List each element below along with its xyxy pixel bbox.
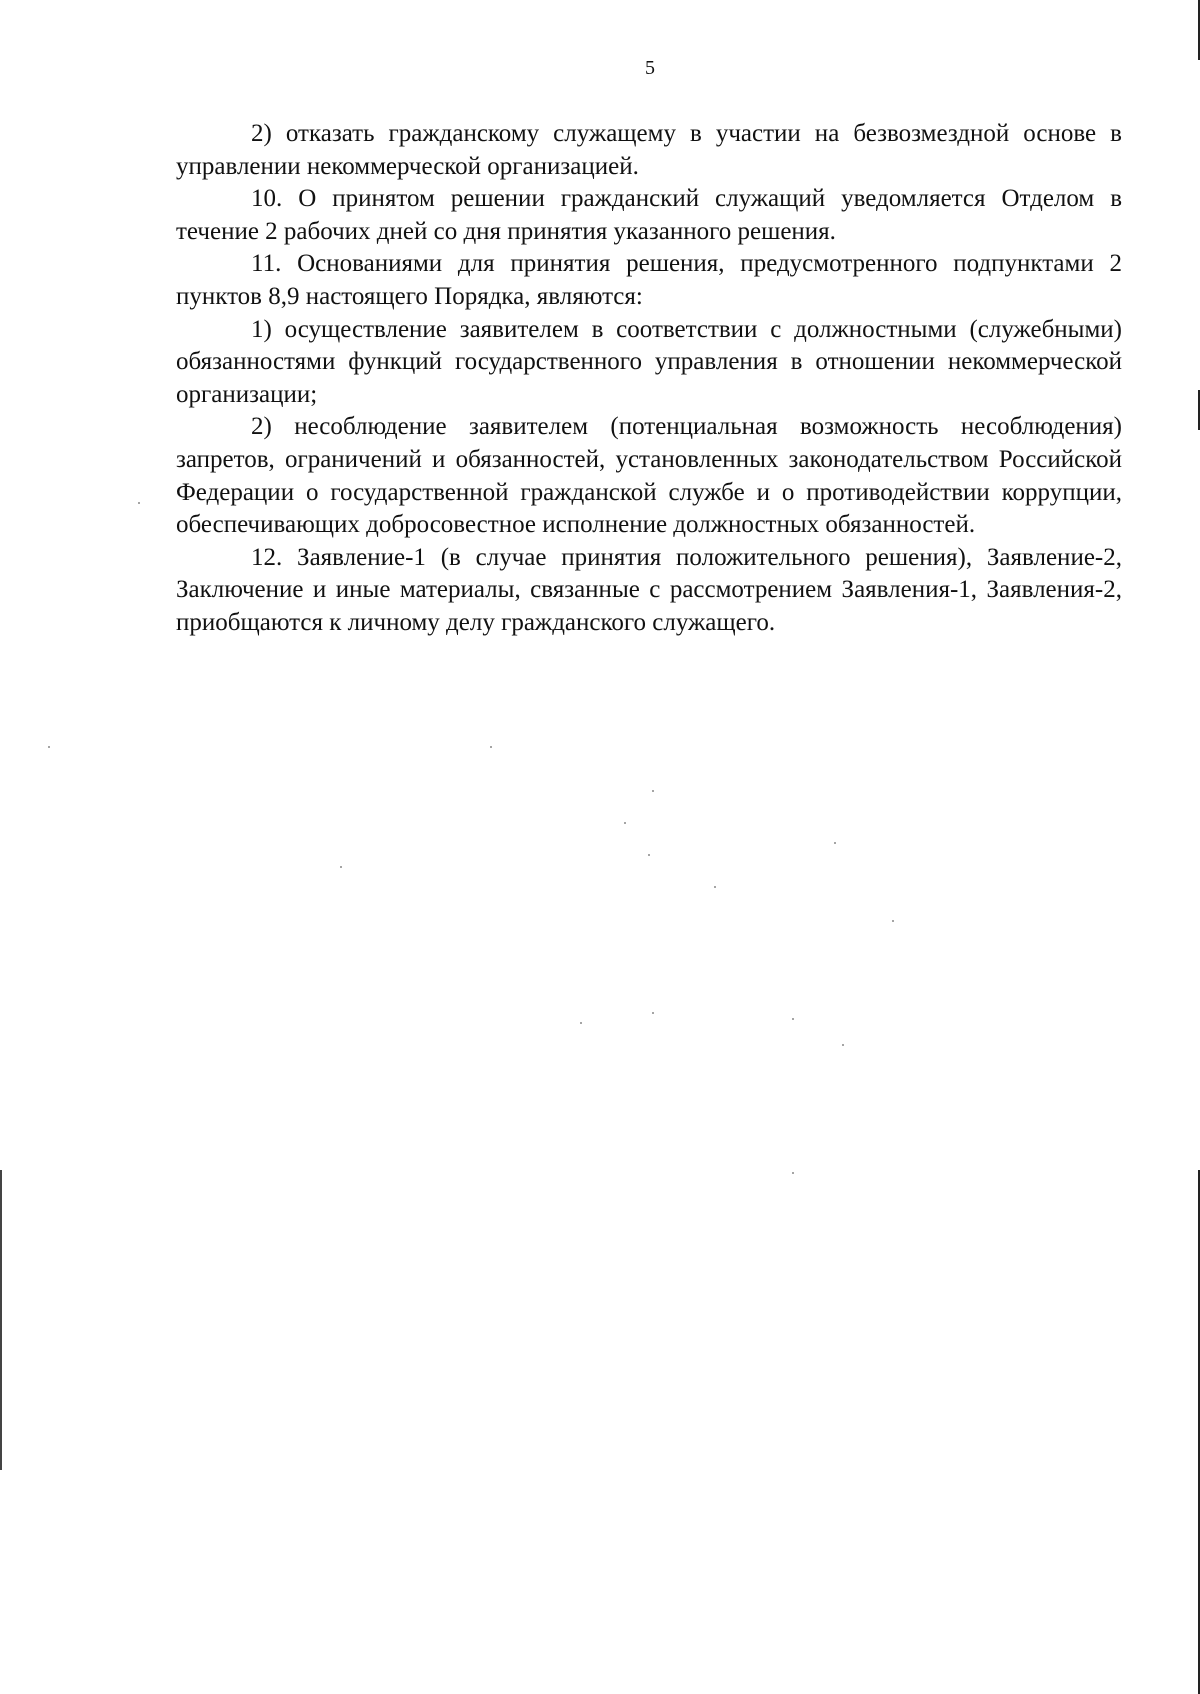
scan-edge-mark [0,1170,2,1470]
scan-speck [892,920,894,922]
paragraph-11-item-2: 2) несоблюдение заявителем (потенциальная возможность несоблюдения) запретов, ограничений и обязанностей, установленных законодательством Российской Федерации о государственной гражданской службе и о противодействии коррупции, обеспечивающих добросовестное исполнение должностных обязанностей. [176,413,1122,539]
paragraph-10: 10. О принятом решении гражданский служащий уведомляется Отделом в течение 2 рабочих дней со дня принятия указанного решения. [176,185,1122,245]
scan-speck [580,1022,582,1024]
scan-speck [652,1012,654,1014]
scan-speck [834,842,836,844]
paragraph-item-2: 2) отказать гражданскому служащему в участии на безвозмездной основе в управлении некоммерческой организацией. [176,120,1122,180]
scan-speck [652,790,654,792]
page-number: 5 [645,57,655,79]
paragraph-12: 12. Заявление-1 (в случае принятия положительного решения), Заявление-2, Заключение и иные материалы, связанные с рассмотрением Заявления-1, Заявления-2, приобщаются к личному делу гражданского служащего. [176,543,1122,636]
scan-speck [490,746,492,748]
scan-speck [648,854,650,856]
scan-speck [792,1172,794,1174]
document-body [176,118,1122,640]
scan-speck [792,1018,794,1020]
scan-speck [48,746,50,748]
paragraph-11-item-1: 1) осуществление заявителем в соответствии с должностными (служебными) обязанностями функций государственного управления в отношении некоммерческой организации; [176,315,1122,408]
scan-speck [340,866,342,868]
scan-speck [714,886,716,888]
scan-speck [624,822,626,824]
paragraph-11: 11. Основаниями для принятия решения, предусмотренного подпунктами 2 пунктов 8,9 настоящего Порядка, являются: [176,250,1122,310]
scan-speck [842,1044,844,1046]
scan-speck [138,502,140,504]
